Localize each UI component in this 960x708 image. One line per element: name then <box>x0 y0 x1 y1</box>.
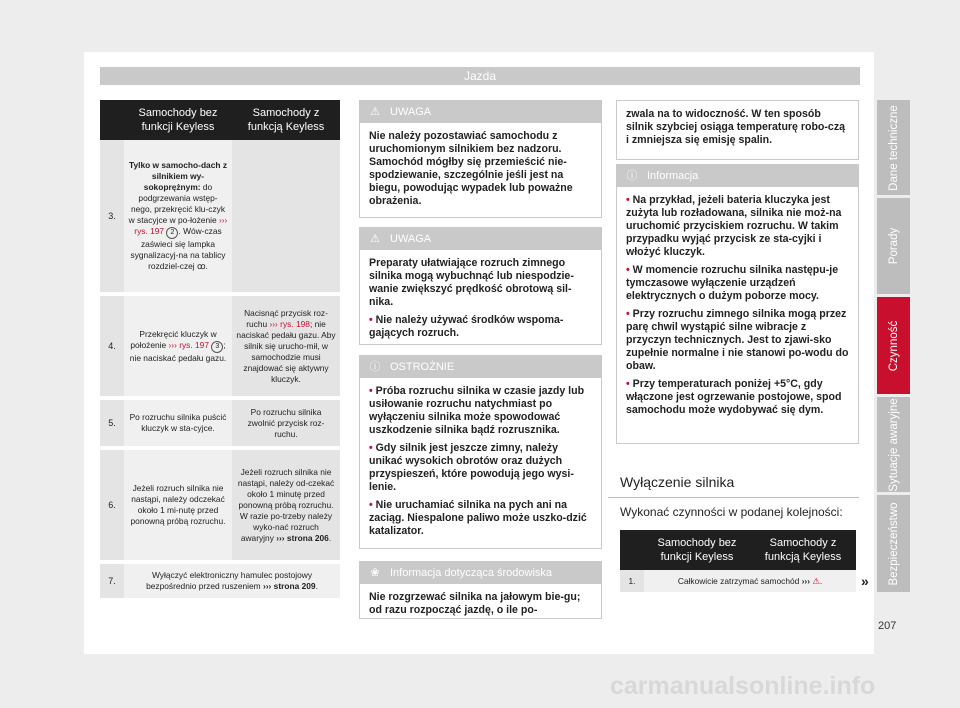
cell-text: do podgrzewania wstęp-nego, przekręcić klu-czyk w stacyjce w po-łożenie <box>128 182 226 225</box>
cell-text: ; nie naciskać pedału gazu. <box>129 339 227 363</box>
warning-icon: ⚠ <box>370 233 380 245</box>
info-box <box>616 164 859 444</box>
start-steps-table <box>100 100 340 602</box>
row-number: 6. <box>100 448 124 562</box>
caution-bullet <box>369 499 593 538</box>
warning-icon: ⚠ <box>812 576 820 586</box>
cell-text: . <box>315 581 318 591</box>
page-number: 207 <box>878 620 897 632</box>
bullet-icon: • <box>369 442 376 454</box>
caution-bullet <box>369 385 593 437</box>
warning-header <box>360 228 601 250</box>
table-row <box>100 294 340 398</box>
environment-text: Nie rozgrzewać silnika na jałowym bie-gu; od razu rozpocząć jazdę, o ile po- <box>369 591 581 616</box>
warning-bullet <box>369 314 593 340</box>
table-row <box>100 448 340 562</box>
sidebar-tab-czynnosc[interactable] <box>877 297 910 394</box>
info-bullet <box>626 264 850 303</box>
stop-steps-table <box>620 530 856 592</box>
table-head-keyless: Samochody z funkcją Keyless <box>232 100 340 140</box>
bullet-text: Próba rozruchu silnika w czasie jazdy lub usiłowanie rozruchu natychmiast po wyłączeniu silnika może spowodować uszkodzenie silnika bądź rozrusznika. <box>369 385 585 436</box>
info-bullet <box>626 378 850 417</box>
table-row <box>100 140 340 294</box>
cell-text: Nacisnąć przycisk roz-ruchu <box>244 307 328 329</box>
cell-text: Wyłączyć elektroniczny hamulec postojowy bezpośrednio przed ruszeniem <box>146 570 313 591</box>
environment-label: Informacja dotycząca środowiska <box>390 567 553 579</box>
bullet-icon: • <box>626 308 633 320</box>
leaf-icon: ❀ <box>370 567 380 579</box>
table-head-no-keyless: Samochody bez funkcji Keyless <box>644 530 750 570</box>
info-bullet <box>626 194 850 259</box>
sidebar-tab-dane-techniczne[interactable] <box>877 100 910 195</box>
bullet-text: Nie należy używać środków wspoma-gających rozruch. <box>369 314 564 339</box>
bullet-text: Przy temperaturach poniżej +5°C, gdy włączone jest ogrzewanie postojowe, spod samochodu może wydobywać się dym. <box>626 378 842 416</box>
table-cell <box>124 140 232 294</box>
table-cell <box>232 140 340 294</box>
warning-text: Nie należy pozostawiać samochodu z uruchomionym silnikiem bez nadzoru. Samochód mógłby się przemieścić nie-spodziewanie, szczególnie jeśli jest na biegu, powodując wypadek lub poważne obrażenia. <box>369 130 573 207</box>
bullet-text: Gdy silnik jest jeszcze zimny, należy unikać wysokich obrotów oraz dużych przyspieszeń, które powodują jego wysi-lenie. <box>369 442 574 493</box>
cell-text: Przekręcić kluczyk w położenie <box>130 328 217 350</box>
table-head-keyless: Samochody z funkcją Keyless <box>750 530 856 570</box>
callout-number: 2 <box>166 227 178 239</box>
title-divider <box>608 497 859 498</box>
info-bullet <box>626 308 850 373</box>
row-number: 5. <box>100 398 124 448</box>
row-number: 4. <box>100 294 124 398</box>
warning-link[interactable]: ››› <box>801 576 810 586</box>
warning-label: UWAGA <box>390 233 432 245</box>
caution-box <box>359 355 602 549</box>
section-title: Wyłączenie silnika <box>620 474 735 490</box>
warning-box-2 <box>359 227 602 345</box>
info-icon: ⓘ <box>626 170 638 182</box>
row-number: 1. <box>620 570 644 592</box>
info-header <box>617 165 858 187</box>
caution-header <box>360 356 601 378</box>
bullet-text: Nie uruchamiać silnika na pych ani na zaciąg. Niespalone paliwo może uszko-dzić katalizator. <box>369 499 587 537</box>
continue-mark: » <box>861 573 869 589</box>
info-body <box>617 187 858 430</box>
table-cell: Jeżeli rozruch silnika nie nastąpi, należy odczekać około 1 mi-nutę przed ponowną próbą rozruchu. <box>124 448 232 562</box>
bullet-icon: • <box>626 264 633 276</box>
tab-label: Czynność <box>887 320 900 371</box>
warning-icon: ⚠ <box>370 106 380 118</box>
cell-bold: Tylko w samocho-dach z silnikiem wy-sokoprężnym: <box>128 160 228 192</box>
table-cell <box>124 562 340 600</box>
cell-text: . <box>328 532 332 543</box>
table-cell <box>124 294 232 398</box>
bullet-text: Przy rozruchu zimnego silnika mogą przez parę chwil wystąpić silne wibracje z przyczyn technicznych. Jest to zjawi-sko zupełnie normalne i nie stanowi po-wodu do obaw. <box>626 308 849 372</box>
table-row <box>100 398 340 448</box>
watermark: carmanualsonline.info <box>610 672 876 700</box>
row-number: 7. <box>100 562 124 600</box>
page-header: Jazda <box>100 67 860 85</box>
row-number: 3. <box>100 140 124 294</box>
callout-number: 3 <box>211 341 223 353</box>
bullet-text: Na przykład, jeżeli bateria kluczyka jest zużyta lub rozładowana, silnika nie moż-na uruchomić przyciskiem rozruchu. W takim przypadku wyjąć przycisk ze sta-cyjki i włożyć kluczyk. <box>626 194 842 258</box>
bullet-icon: • <box>626 194 633 206</box>
table-head-no-keyless: Samochody bez funkcji Keyless <box>124 100 232 140</box>
warning-header <box>360 101 601 123</box>
tab-label: Bezpieczeństwo <box>887 501 900 586</box>
warning-box-1 <box>359 100 602 218</box>
sidebar-tab-sytuacje-awaryjne[interactable] <box>877 397 910 492</box>
warning-text: Preparaty ułatwiające rozruch zimnego silnika mogą wybuchnąć lub niespodzie-wanie zwiększyć prędkość obrotową sil-nika. <box>369 257 574 308</box>
bullet-text: W momencie rozruchu silnika następu-je tymczasowe wyłączenie urządzeń elektrycznych o dużym poborze mocy. <box>626 264 839 302</box>
caution-bullet <box>369 442 593 494</box>
table-row <box>100 562 340 600</box>
table-cell: Po rozruchu silnika puścić kluczyk w sta-cyjce. <box>124 398 232 448</box>
caution-icon: ⓘ <box>369 361 381 373</box>
environment-continued-box <box>616 100 859 160</box>
bullet-icon: • <box>369 385 376 397</box>
table-cell: Po rozruchu silnika zwolnić przycisk roz-ruchu. <box>232 398 340 448</box>
table-head-num <box>100 100 124 140</box>
table-row <box>620 570 856 592</box>
environment-box <box>359 561 602 619</box>
warning-body <box>360 250 601 353</box>
cell-text: Jeżeli rozruch silnika nie nastąpi, należy od-czekać około 1 minutę przed ponowną próbą rozruchu. W razie po-trzeby należy wyko-nać rozruch awaryjny <box>237 466 335 543</box>
section-intro: Wykonać czynności w podanej kolejności: <box>620 505 843 519</box>
info-label: Informacja <box>647 170 699 182</box>
warning-label: UWAGA <box>390 106 432 118</box>
tab-label: Dane techniczne <box>887 104 900 191</box>
sidebar-tab-porady[interactable] <box>877 198 910 294</box>
cell-text: Całkowicie zatrzymać samochód <box>677 576 800 586</box>
figure-link[interactable]: ››› rys. 197 <box>134 215 228 236</box>
figure-link[interactable]: ››› rys. 198 <box>269 318 310 329</box>
sidebar-tab-bezpieczenstwo[interactable] <box>877 495 910 592</box>
caution-label: OSTROŻNIE <box>390 361 455 373</box>
bullet-icon: • <box>369 499 376 511</box>
cell-text: ; nie naciskać pedału gazu. Aby silnik się urucho-mił, w samochodzie musi znajdować się aktywny kluczyk. <box>236 318 336 384</box>
page-link[interactable]: ››› strona 209 <box>262 581 316 591</box>
continued-text: zwala na to widoczność. W ten sposób silnik szybciej osiąga temperaturę robo-czą i zmniejsza się emisję spalin. <box>626 108 846 146</box>
cell-text: . Wów-czas zaświeci się lampka sygnalizacyj-na na tablicy rozdziel-czej ꝏ. <box>130 226 226 271</box>
figure-link[interactable]: ››› rys. 197 <box>168 339 210 350</box>
table-cell <box>232 294 340 398</box>
table-head-num <box>620 530 644 570</box>
caution-body <box>360 378 601 551</box>
tab-label: Sytuacje awaryjne <box>887 397 900 492</box>
tab-label: Porady <box>887 227 900 265</box>
table-cell <box>232 448 340 562</box>
bullet-icon: • <box>626 378 633 390</box>
bullet-icon: • <box>369 314 376 326</box>
table-cell: Całkowicie zatrzymać samochód ››› ⚠. <box>644 570 856 592</box>
environment-header <box>360 562 601 584</box>
page-link[interactable]: ››› strona 206 <box>276 532 329 543</box>
